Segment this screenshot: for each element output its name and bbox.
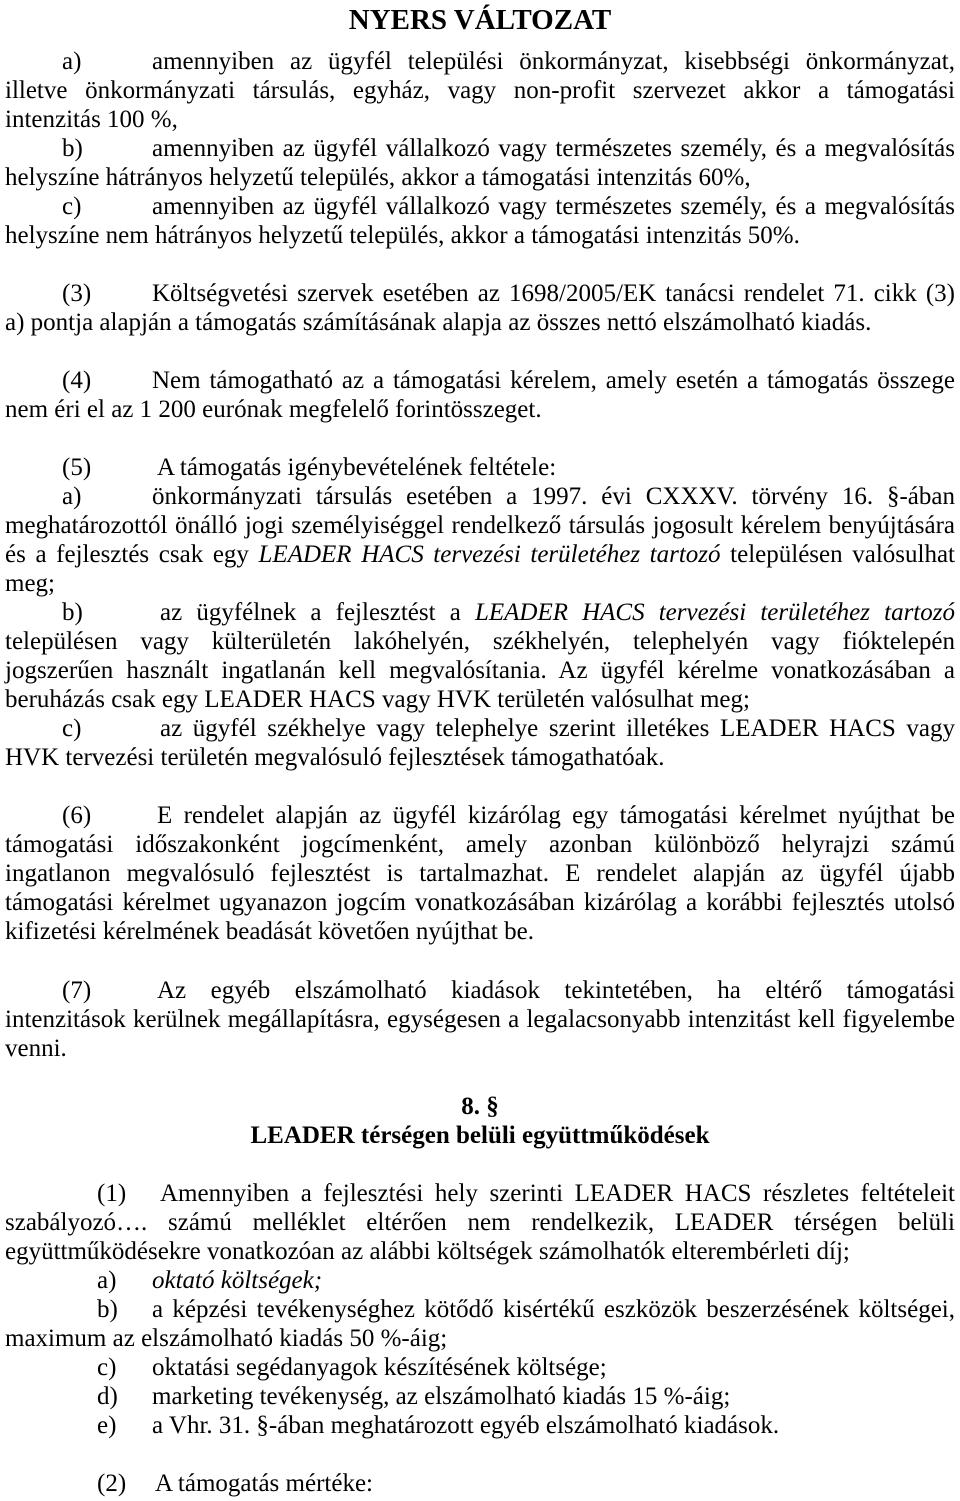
text-line: nem éri el az 1 200 eurónak megfelelő forintösszeget. [5,395,542,423]
line-text: a Vhr. 31. §-ában meghatározott egyéb elszámolható kiadások. [152,1411,780,1439]
text-line: venni. [5,1034,67,1062]
cost-item-d [5,1382,955,1411]
line-text: Amennyiben a fejlesztési hely szerinti LEADER HACS részletes feltételeit [160,1179,955,1207]
list-marker: b) [62,599,83,627]
text-line: beruházás csak egy LEADER HACS vagy HVK területén valósulhat meg; [5,686,750,714]
blank-line [5,772,955,801]
line-text: E rendelet alapján az ügyfél kizárólag egy támogatási kérelmet nyújthat be [157,802,955,830]
list-marker: b) [62,134,83,162]
list-marker: e) [97,1411,117,1439]
blank-line [5,424,955,453]
text-line: szabályozó…. számú melléklet eltérően nem rendelkezik, LEADER térségen belüli [5,1208,955,1236]
list-marker: a) [62,47,82,75]
blank-line [5,250,955,279]
cost-item-c [5,1353,955,1382]
cost-item-b [5,1295,955,1324]
section-paragraph-1 [5,1179,955,1208]
document-title: NYERS VÁLTOZAT [348,4,612,36]
paragraph-3 [5,279,955,308]
paragraph-number: (1) [97,1179,127,1207]
line-text: amennyiben az ügyfél vállalkozó vagy természetes személy, és a megvalósítás [152,192,955,220]
section-number: 8. § [461,1092,499,1120]
paragraph-number: (5) [62,453,92,481]
text-line: meghatározottól önálló jogi személyiséggel rendelkező társulás jogosult kérelem benyújtására [5,512,955,539]
list-marker: a) [62,482,82,510]
line-text: az ügyfélnek a fejlesztést a [160,599,475,627]
list-marker: c) [62,715,82,743]
line-text: oktatási segédanyagok készítésének költsége; [152,1353,607,1381]
line-text: A támogatás mértéke: [155,1470,373,1498]
list-marker: a) [97,1266,117,1294]
text-line: intenzitás 100 %, [5,105,178,133]
text-line: együttműködésekre vonatkozóan az alábbi költségek számolhatók elterembérleti díj; [5,1237,850,1265]
text-line: ingatlanon megvalósuló fejlesztést is tartalmazhat. E rendelet alapján az ügyfél újabb [5,860,955,888]
paragraph-number: (4) [62,366,92,394]
document-body [5,47,955,1499]
line-text: Költségvetési szervek esetében az 1698/2005/EK tanácsi rendelet 71. cikk (3) [152,279,955,307]
text-line: jogszerűen használt ingatlanán kell megvalósítania. Az ügyfél kérelme vonatkozásában a [5,657,955,685]
text-line [5,540,955,569]
line-text: a képzési tevékenységhez kötődő kisértékű eszközök beszerzésének költségei, [152,1295,955,1323]
list-marker: b) [97,1295,118,1323]
blank-line [5,337,955,366]
text-line: támogatási időszakonként jogcímenként, amely azonban különböző helyrajzi számú [5,831,955,859]
italic-text: LEADER HACS tervezési területéhez tartozó [474,599,955,627]
text-line: támogatási kérelmet ugyanazon jogcím vonatkozásában kizárólag a korábbi fejlesztés utolsó [5,889,955,917]
line-text: A támogatás igénybevételének feltétele: [157,453,557,481]
line-text: és a fejlesztés csak egy [5,541,259,569]
intensity-item-a [5,47,955,76]
cost-item-a [5,1266,955,1295]
text-line: maximum az elszámolható kiadás 50 %-áig; [5,1324,448,1352]
italic-text: oktató költségek; [152,1266,323,1294]
italic-text: LEADER HACS tervezési területéhez tartozó [258,541,721,569]
paragraph-number: (6) [62,802,92,830]
line-text: marketing tevékenység, az elszámolható kiadás 15 %-áig; [152,1382,731,1410]
section-paragraph-2 [5,1469,955,1498]
blank-line [5,1150,955,1179]
text-line: kifizetési kérelmének beadását követően nyújthat be. [5,918,534,946]
paragraph-5-heading [5,453,955,482]
line-text: amennyiben az ügyfél vállalkozó vagy természetes személy, és a megvalósítás [152,134,955,162]
line-text: településen valósulhat [720,541,955,569]
paragraph-4 [5,366,955,395]
intensity-item-b [5,134,955,163]
text-line: HVK tervezési területén megvalósuló fejlesztések támogathatóak. [5,744,665,772]
blank-line [5,1063,955,1092]
paragraph-6 [5,801,955,830]
text-line: településen vagy külterületén lakóhelyén, székhelyén, telephelyén vagy fióktelepén [5,628,955,656]
text-line: helyszíne nem hátrányos helyzetű település, akkor a támogatási intenzitás 50%. [5,221,800,249]
paragraph-number: (2) [97,1470,127,1498]
section-title: LEADER térségen belüli együttműködések [250,1121,710,1149]
blank-line [5,946,955,975]
paragraph-5-item-c [5,714,955,743]
text-line: meg; [5,570,55,598]
line-text: Az egyéb elszámolható kiadások tekintetében, ha eltérő támogatási [157,976,955,1004]
list-marker: d) [97,1382,118,1410]
paragraph-number: (7) [62,976,92,1004]
text-line: illetve önkormányzati társulás, egyház, vagy non-profit szervezet akkor a támogatási [5,76,955,104]
text-line: intenzitások kerülnek megállapításra, egységesen a legalacsonyabb intenzitást kell figyelembe [5,1005,955,1033]
intensity-item-c [5,192,955,221]
paragraph-number: (3) [62,279,92,307]
text-line: helyszíne hátrányos helyzetű település, akkor a támogatási intenzitás 60%, [5,163,751,191]
line-text: önkormányzati társulás esetében a 1997. évi CXXXV. törvény 16. §-ában [152,482,955,510]
text-line: a) pontja alapján a támogatás számításának alapja az összes nettó elszámolható kiadás. [5,308,872,336]
paragraph-5-item-a [5,482,955,511]
line-text: Nem támogatható az a támogatási kérelem, amely esetén a támogatás összege [152,366,955,394]
list-marker: c) [62,192,82,220]
list-marker: c) [97,1353,117,1381]
paragraph-5-item-b [5,598,955,627]
blank-line [5,1440,955,1469]
cost-item-e [5,1411,955,1440]
paragraph-7 [5,976,955,1005]
line-text: amennyiben az ügyfél települési önkormányzat, kisebbségi önkormányzat, [152,47,955,75]
line-text: az ügyfél székhelye vagy telephelye szerint illetékes LEADER HACS vagy [160,715,955,743]
